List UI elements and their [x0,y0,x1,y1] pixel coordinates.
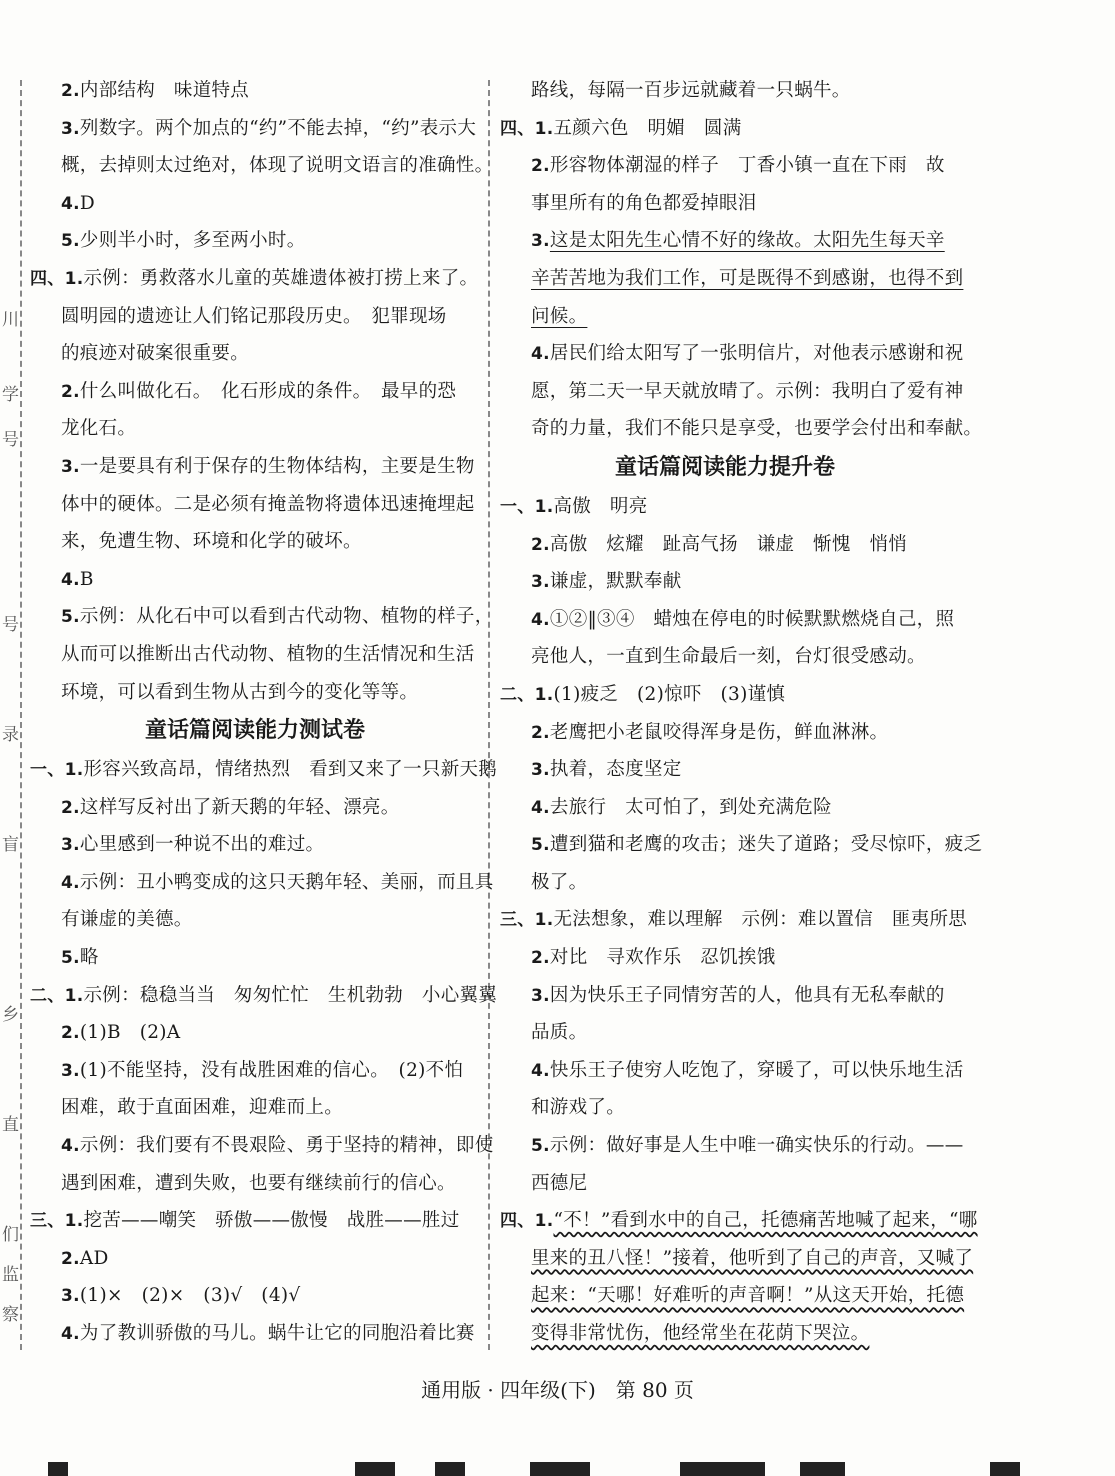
answer-text: 环境，可以看到生物从古到今的变化等等。 [61,681,419,703]
answer-line [30,1315,480,1353]
answer-line [500,789,950,827]
answer-text: 高傲 明亮 [553,495,648,517]
answer-line [30,298,480,336]
answer-text: 老鹰把小老鼠咬得浑身是伤，鲜血淋淋。 [549,721,889,743]
question-number: 5. [61,231,80,252]
answer-text: 无法想象，难以理解 示例：难以置信 匪夷所思 [553,909,968,931]
answer-line [500,72,950,110]
answer-line [500,488,950,526]
section-title: 童话篇阅读能力测试卷 [144,718,365,744]
answer-line [500,410,983,448]
page-footer: 通用版 · 四年级(下) 第 80 页 [421,1378,694,1402]
strip-mark [355,1462,395,1476]
question-number: 3. [61,835,80,856]
answer-line [500,1240,974,1278]
question-number: 4. [531,797,550,818]
margin-char: 录 [2,725,19,745]
answer-text: D [79,192,96,214]
answer-text: 有谦虚的美德。 [61,909,193,931]
question-number: 三、1. [500,910,554,931]
question-number: 一、1. [500,496,554,517]
question-number: 4. [531,344,550,365]
question-number: 4. [61,193,80,214]
question-number: 4. [61,1136,80,1157]
question-number: 3. [61,1286,80,1307]
question-number: 一、1. [30,760,84,781]
question-number: 3. [531,760,550,781]
question-number: 四、1. [500,1211,554,1232]
answer-text: 起来：“天哪！好难听的声音啊！”从这天开始，托德 [531,1285,965,1307]
answer-text: 的痕迹对破案很重要。 [61,343,250,365]
answer-text: (1)× (2)× (3)√ (4)√ [79,1285,301,1307]
answer-line [30,335,480,373]
answer-text: (1)不能坚持，没有战胜困难的信心。 (2)不怕 [79,1059,464,1081]
margin-char: 学 [2,385,19,405]
question-number: 3. [531,985,550,1006]
answer-line [30,901,480,939]
answer-text: 谦虚，默默奉献 [549,571,682,593]
answer-line [30,1014,480,1052]
answer-line [30,1127,494,1165]
answer-line [500,901,968,939]
answer-line [500,939,950,977]
answer-text: 龙化石。 [61,418,137,440]
margin-char: 盲 [2,835,19,855]
answer-line [500,185,950,223]
answer-line [30,110,480,148]
question-number: 5. [61,948,80,969]
answer-line [30,826,480,864]
answer-text: 变得非常忧伤，他经常坐在花荫下哭泣。 [531,1323,870,1344]
answer-line [30,1089,480,1127]
answer-text: 品质。 [531,1022,588,1044]
margin-char: 察 [2,1305,19,1325]
margin-char: 川 [2,310,19,330]
question-number: 3. [531,572,550,593]
left-binding-line [20,80,22,1350]
answer-line [500,977,950,1015]
answer-text: 概，去掉则太过绝对，体现了说明文语言的准确性。 [61,155,494,177]
section-title: 童话篇阅读能力提升卷 [614,454,835,480]
question-number: 5. [531,835,550,856]
answer-text: 和游戏了。 [531,1097,626,1119]
question-number: 3. [531,231,550,252]
answer-text: 少则半小时，多至两小时。 [79,230,306,252]
answer-text: 高傲 炫耀 趾高气扬 谦虚 惭愧 悄悄 [549,533,908,555]
answer-text: 示例：稳稳当当 匆匆忙忙 生机勃勃 小心翼翼 [83,984,498,1006]
question-number: 2. [531,534,550,555]
answer-text: 示例：从化石中可以看到古代动物、植物的样子， [79,606,494,628]
answer-text: 因为快乐王子同情穷苦的人，他具有无私奉献的 [549,984,945,1006]
answer-line [500,1165,950,1203]
answer-line [30,185,480,223]
question-number: 二、1. [500,684,554,705]
margin-char: 直 [2,1115,19,1135]
answer-line [500,714,950,752]
answer-line [30,260,480,298]
answer-text: (1)疲乏 (2)惊吓 (3)谨慎 [553,683,786,705]
answer-text: 示例：做好事是人生中唯一确实快乐的行动。—— [549,1135,964,1157]
strip-mark [990,1462,1020,1476]
answer-text: 遭到猫和老鹰的攻击；迷失了道路；受尽惊吓，疲乏 [549,834,983,856]
question-number: 4. [61,569,80,590]
question-number: 三、1. [30,1211,84,1232]
strip-mark [800,1462,845,1476]
answer-text: 这样写反衬出了新天鹅的年轻、漂亮。 [79,796,400,818]
question-number: 2. [61,81,80,101]
question-number: 4. [531,1060,550,1081]
question-number: 2. [61,797,80,818]
answer-line [500,260,964,298]
answer-line [500,1315,950,1353]
answer-line [30,636,480,674]
right-column [500,72,983,1353]
answer-line [30,72,480,110]
answer-text: 居民们给太阳写了一张明信片，对他表示感谢和祝 [549,343,964,365]
question-number: 四、1. [500,118,554,139]
answer-line [30,410,480,448]
answer-line [500,751,950,789]
margin-char: 监 [2,1265,19,1285]
answer-text: 这是太阳先生心情不好的缘故。太阳先生每天辛 [549,230,945,252]
answer-text: 体中的硬体。二是必须有掩盖物将遗体迅速掩埋起 [61,493,475,515]
answer-text: 从而可以推断出古代动物、植物的生活情况和生活 [61,643,475,665]
answer-line [500,110,950,148]
strip-mark [48,1462,68,1476]
question-number: 四、1. [30,268,84,289]
answer-line [30,751,498,789]
question-number: 2. [531,156,550,177]
answer-line [30,486,480,524]
answer-text: 五颜六色 明媚 圆满 [553,117,742,139]
answer-text: 列数字。两个加点的“约”不能去掉，“约”表示大 [79,117,477,139]
answer-line [500,1277,965,1315]
answer-text: 奇的力量，我们不能只是享受，也要学会付出和奉献。 [531,418,983,440]
answer-text: 事里所有的角色都爱掉眼泪 [531,192,757,214]
answer-text: 为了教训骄傲的马儿。蜗牛让它的同胞沿着比赛 [79,1323,475,1344]
answer-text: 亮他人，一直到生命最后一刻，台灯很受感动。 [531,646,926,668]
answer-text: 示例：勇救落水儿童的英雄遗体被打捞上来了。 [83,267,479,289]
answer-line [30,1240,480,1278]
question-number: 2. [531,722,550,743]
answer-text: 愿，第二天一早天就放晴了。示例：我明白了爱有神 [531,380,964,402]
margin-char: 号 [2,615,19,635]
answer-line [500,1127,964,1165]
answer-text: 形容兴致高昂，情绪热烈 看到又来了一只新天鹅 [83,759,498,781]
question-number: 2. [61,381,80,402]
answer-line [30,939,480,977]
answer-text: 里来的丑八怪！”接着，他听到了自己的声音，又喊了 [531,1247,974,1269]
answer-line [30,1052,480,1090]
answer-text: B [79,568,94,590]
answer-line [500,601,955,639]
question-number: 4. [61,872,80,893]
answer-text: 极了。 [531,871,588,893]
question-number: 2. [531,948,550,969]
answer-line [30,373,480,411]
question-number: 二、1. [30,985,84,1006]
answer-text: 形容物体潮湿的样子 丁香小镇一直在下雨 故 [549,155,945,177]
left-column [30,72,498,1353]
answer-text: 圆明园的遗迹让人们铭记那段历史。 犯罪现场 [61,305,447,327]
question-number: 2. [61,1023,80,1044]
answer-text: AD [79,1247,109,1269]
margin-char: 们 [2,1225,19,1245]
answer-line [500,864,950,902]
answer-text: 示例：我们要有不畏艰险、勇于坚持的精神，即使 [79,1135,494,1157]
question-number: 3. [61,456,80,477]
answer-line [500,563,950,601]
question-number: 3. [61,118,80,139]
answer-line [30,1165,480,1203]
answer-line [30,222,480,260]
answer-line [30,674,480,712]
answer-text: 遇到困难，遭到失败，也要有继续前行的信心。 [61,1172,456,1194]
answer-line [500,1014,950,1052]
answer-text: 路线，每隔一百步远就藏着一只蜗牛。 [531,80,851,101]
answer-text: 什么叫做化石。 化石形成的条件。 最早的恐 [79,380,457,402]
answer-line [500,373,964,411]
answer-text: 困难，敢于直面困难，迎难而上。 [61,1097,344,1119]
answer-text: 一是要具有利于保存的生物体结构，主要是生物 [79,455,475,477]
question-number: 2. [61,1248,80,1269]
answer-text: 内部结构 味道特点 [79,80,250,101]
answer-line [500,826,983,864]
answer-line [500,1089,950,1127]
answer-line [30,864,494,902]
strip-mark [435,1462,465,1476]
question-number: 5. [61,607,80,628]
answer-line [500,676,950,714]
answer-line [30,598,494,636]
answer-text: 辛苦苦地为我们工作，可是既得不到感谢，也得不到 [531,267,964,289]
question-number: 4. [61,1324,80,1344]
answer-text: 对比 寻欢作乐 忍饥挨饿 [549,947,776,969]
answer-line [30,1202,480,1240]
answer-line [30,448,480,486]
answer-line [30,1277,480,1315]
answer-line [500,335,964,373]
strip-mark [530,1462,590,1476]
answer-text: 问候。 [531,305,588,327]
answer-text: 快乐王子使穷人吃饱了，穿暖了，可以快乐地生活 [549,1059,964,1081]
answer-line [30,789,480,827]
answer-line [30,147,494,185]
question-number: 5. [531,1136,550,1157]
answer-text: 执着，态度坚定 [549,759,682,781]
answer-text: 挖苦——嘲笑 骄傲——傲慢 战胜——胜过 [83,1210,460,1232]
answer-line [500,526,950,564]
strip-mark [680,1462,765,1476]
answer-line [500,147,950,185]
answer-line [500,298,950,336]
margin-char: 乡 [2,1005,19,1025]
question-number: 4. [531,609,550,630]
answer-line [500,638,950,676]
answer-text: 去旅行 太可怕了，到处充满危险 [549,796,832,818]
answer-text: “不！”看到水中的自己，托德痛苦地喊了起来，“哪 [553,1210,978,1232]
answer-text: ①②‖③④ 蜡烛在停电的时候默默燃烧自己，照 [549,608,955,630]
answer-line [500,1202,978,1240]
answer-line [30,561,480,599]
answer-line [500,222,950,260]
answer-line [30,523,480,561]
answer-text: (1)B (2)A [79,1022,181,1044]
answer-line [30,977,498,1015]
answer-line [500,1052,964,1090]
answer-text: 心里感到一种说不出的难过。 [79,834,325,856]
answer-text: 示例：丑小鸭变成的这只天鹅年轻、美丽，而且具 [79,871,494,893]
answer-text: 略 [79,947,99,969]
question-number: 3. [61,1060,80,1081]
bottom-cut-strip [0,1462,1115,1476]
margin-char: 号 [2,430,19,450]
answer-text: 来，免遭生物、环境和化学的破坏。 [61,531,362,553]
answer-text: 西德尼 [531,1172,588,1194]
